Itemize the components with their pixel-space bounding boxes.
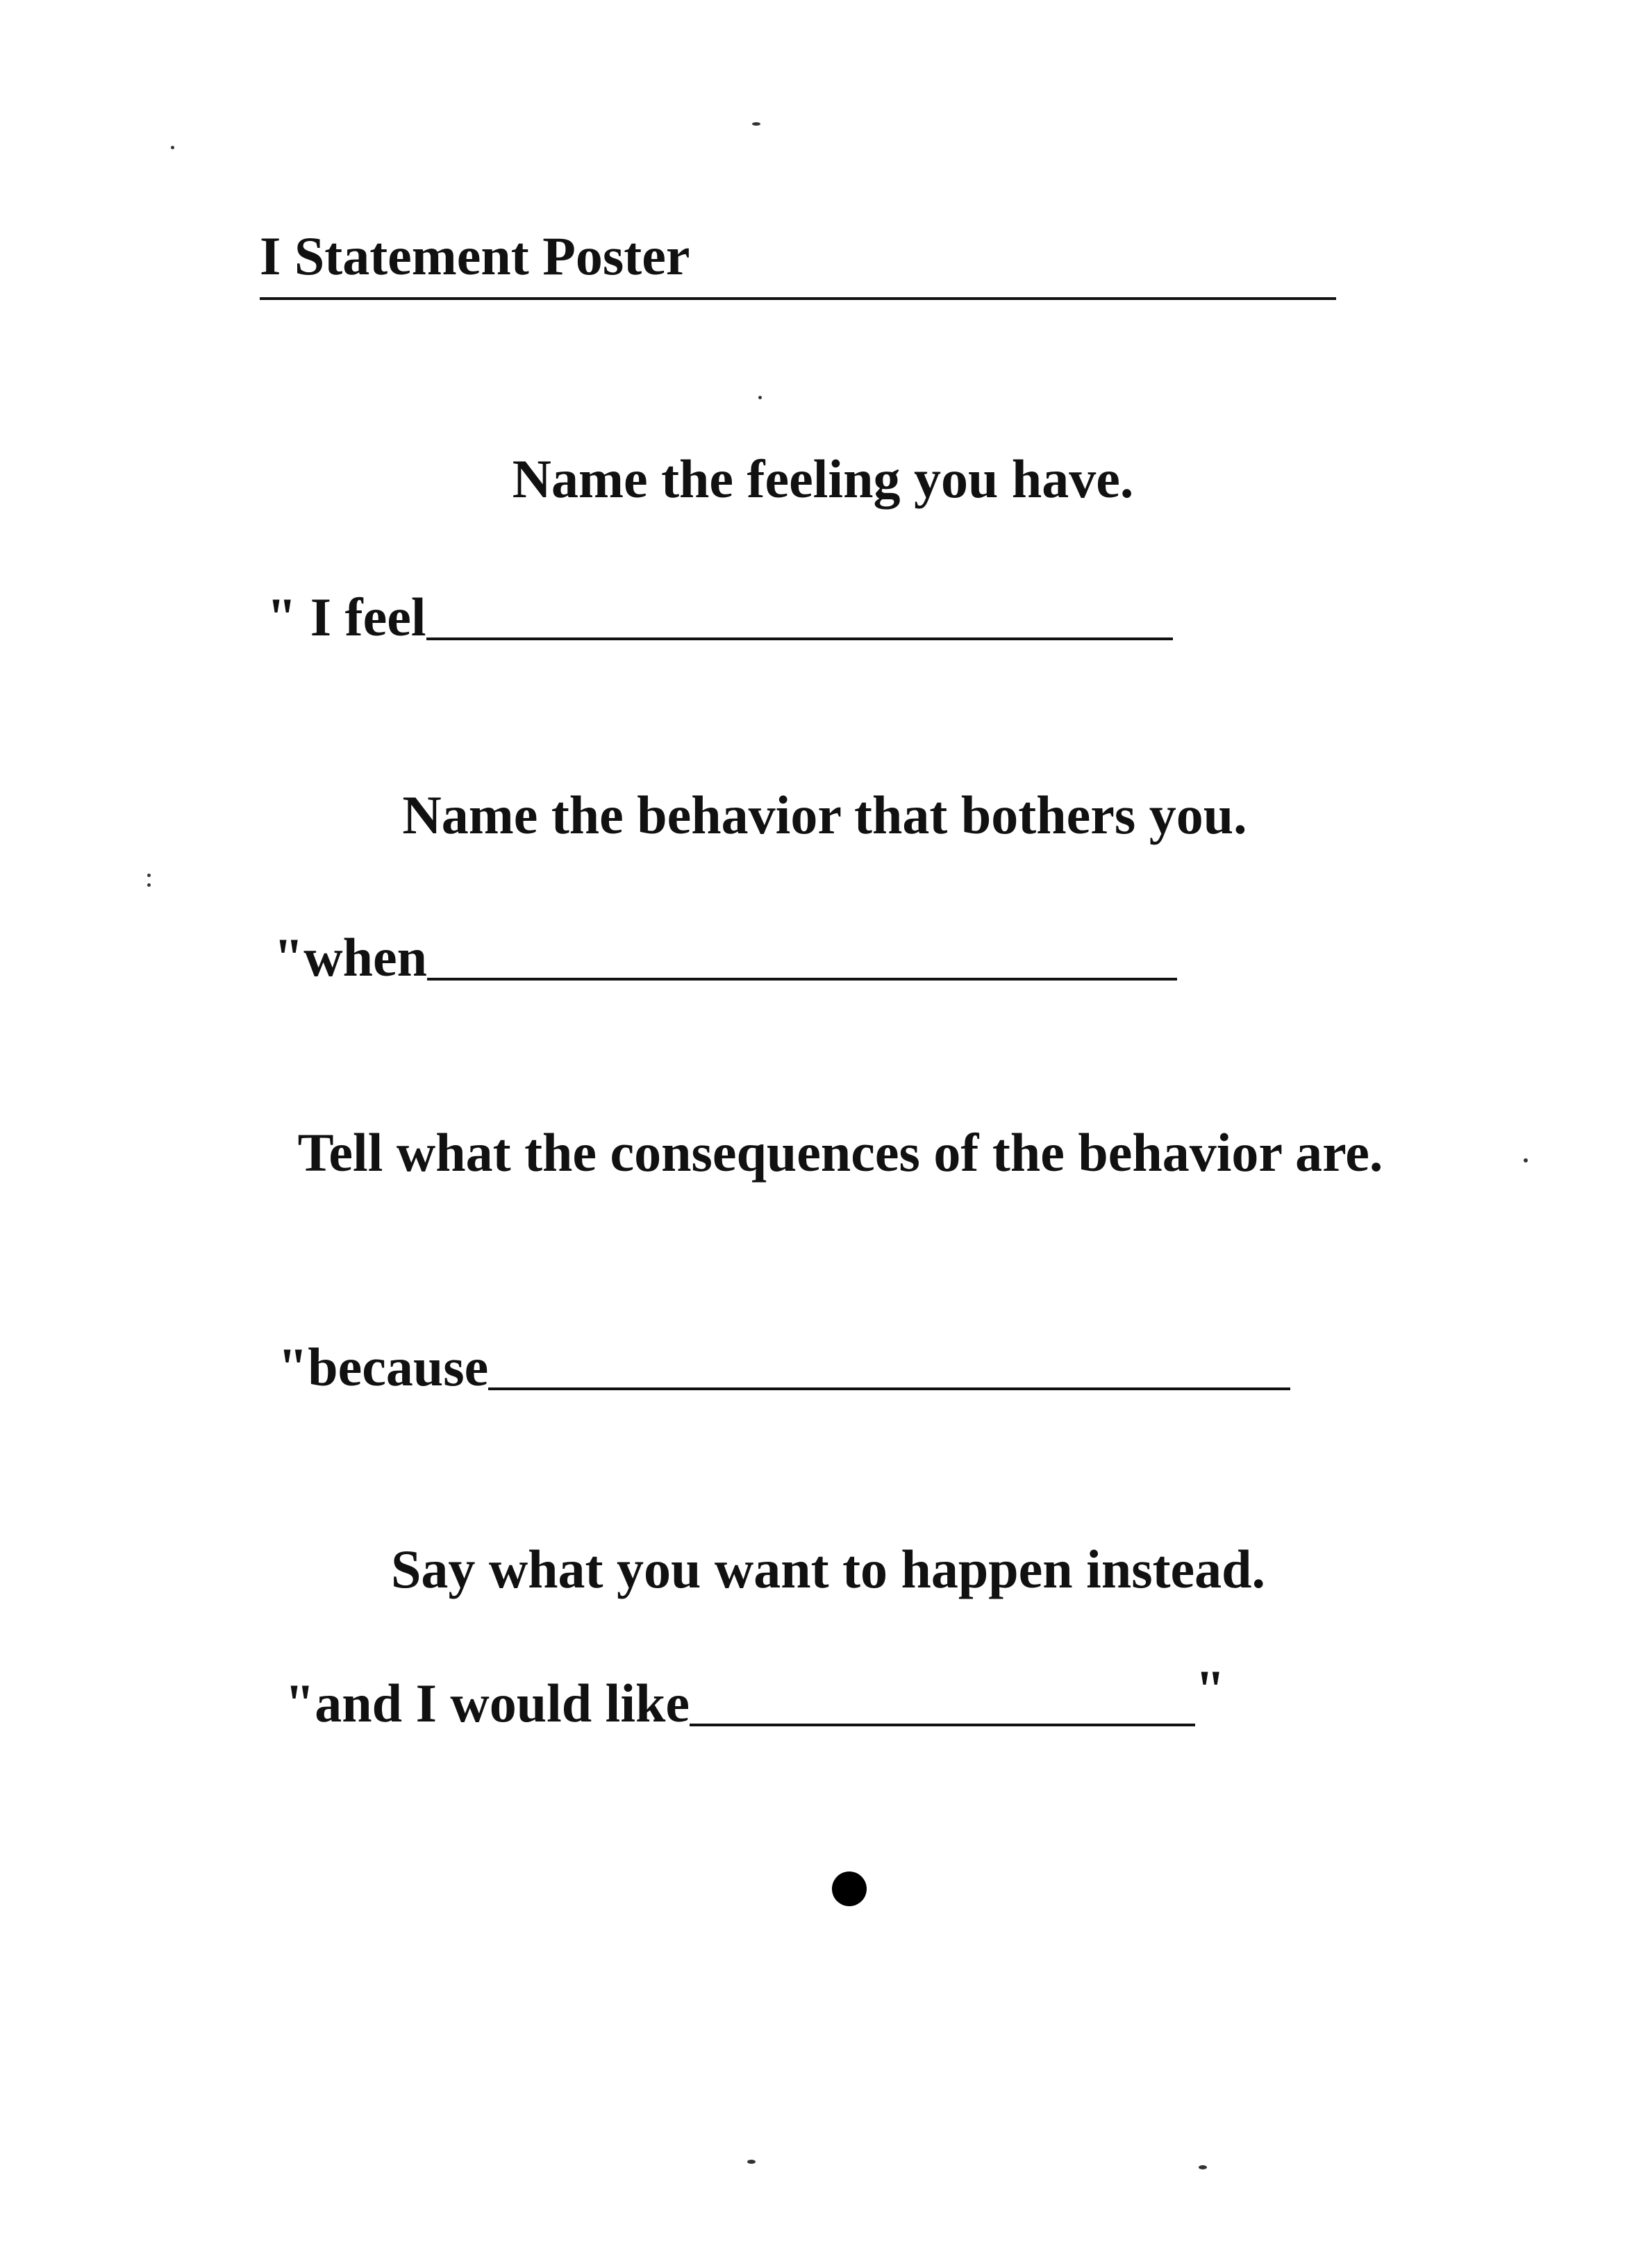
scan-speck — [1199, 2165, 1207, 2169]
section-1-prompt: " I feel — [267, 587, 426, 647]
section-2-heading: Name the behavior that bothers you. — [402, 785, 1247, 845]
section-4-fill-in-blank — [690, 1682, 1195, 1726]
section-2-prompt: "when — [274, 927, 428, 987]
scan-speck — [147, 874, 151, 877]
page-title: I Statement Poster — [260, 226, 690, 286]
section-2-fill-in-blank — [427, 936, 1177, 981]
section-4-heading: Say what you want to happen instead. — [390, 1539, 1266, 1599]
section-4-closing-quote: " — [1195, 1659, 1226, 1719]
section-1-prompt-line — [267, 587, 1173, 647]
section-3-fill-in-blank — [488, 1346, 1290, 1390]
section-1-fill-in-blank — [426, 596, 1173, 640]
scan-speck — [1524, 1158, 1528, 1162]
section-4-prompt-line — [285, 1659, 1226, 1733]
section-1-heading: Name the feeling you have. — [512, 449, 1134, 509]
section-4-prompt: "and I would like — [285, 1673, 690, 1733]
scan-speck — [758, 396, 762, 399]
scan-speck — [747, 2160, 756, 2164]
section-2-prompt-line — [274, 927, 1177, 987]
section-3-prompt: "because — [278, 1337, 489, 1397]
hole-punch-dot — [832, 1871, 867, 1906]
scan-speck — [147, 883, 151, 887]
scan-speck — [171, 146, 174, 149]
scan-speck — [752, 122, 760, 126]
section-3-prompt-line — [278, 1337, 1290, 1397]
section-3-heading: Tell what the consequences of the behavior are. — [297, 1122, 1383, 1183]
title-underline — [260, 297, 1336, 300]
